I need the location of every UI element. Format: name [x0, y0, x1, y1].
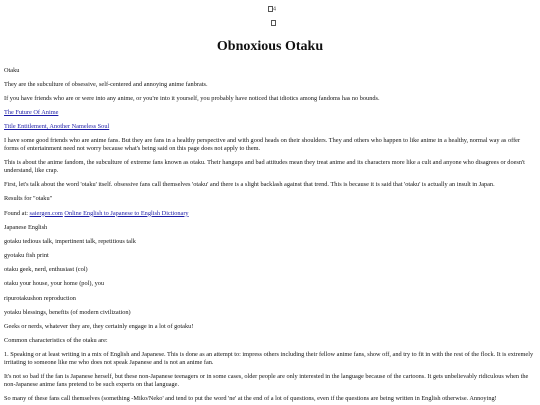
para-ripurotakushon: ripurotakushon reproduction	[4, 294, 76, 302]
para-fandom: This is about the anime fandom, the subculture of extreme fans known as otaku. Their hangups and bad attitudes mean they treat anime and its characters more like a cult and anyone who disagrees or doesn't understand, like crap.	[4, 159, 525, 175]
para-word-otaku: First, let's talk about the word 'otaku' itself. obsessive fans call themselves 'otaku' and there is a slight backlash against that trend. This is because it is said that 'otaku' is actually an insult in Japan.	[4, 181, 495, 189]
para-found-at	[4, 210, 536, 218]
para-geeks: Geeks or nerds, whatever they are, they certainly engage in a lot of gotaku!	[4, 322, 194, 330]
link-dictionary[interactable]: Online English to Japanese to English Dictionary	[64, 209, 189, 217]
link-future-of-anime[interactable]: The Future Of Anime	[4, 108, 59, 116]
para-otaku: Otaku	[4, 66, 20, 74]
link-source-site[interactable]: saiergen.com	[29, 209, 63, 217]
para-gyotaku: gyotaku fish print	[4, 252, 49, 260]
para-yotaku: yotaku blessings, benefits (of modern civilization)	[4, 308, 131, 316]
para-japanese-english: Japanese English	[4, 223, 48, 231]
broken-image-icon-2	[271, 20, 276, 27]
para-subculture: They are the subculture of obsessive, self-centered and annoying anime fanbrats.	[4, 80, 208, 88]
top-icons	[4, 4, 536, 30]
para-friends: If you have friends who are or were into any anime, or you're into it yourself, you probably have noticed that idiotics among fandoms has no bounds.	[4, 94, 380, 102]
para-otaku-house: otaku your house, your home (pol), you	[4, 280, 105, 288]
para-otaku-geek: otaku geek, nerd, enthusiast (col)	[4, 266, 88, 274]
para-so-many: So many of these fans call themselves (something -Miko/Neko' and tend to put the word 'ne' at the end of a lot of questions, even if the questions are being written in English otherwise. Annoying!	[4, 395, 497, 403]
found-prefix: Found at:	[4, 209, 28, 217]
para-gotaku: gotaku tedious talk, impertinent talk, repetitious talk	[4, 237, 136, 245]
para-results: Results for "otaku"	[4, 195, 53, 203]
para-characteristics: Common characteristics of the otaku are:	[4, 337, 108, 345]
para-not-so-bad: It's not so bad if the fan is Japanese herself, but these non-Japanese teenagers or in some cases, older people are only interested in the language because of the cartoons. It gets unbelievably ridiculous when the non-Japanese anime fans pretend to be such experts on that language.	[4, 373, 529, 389]
para-good-friends: I have some good friends who are anime fans. But they are fans in a healthy perspective and with good heads on their shoulders. They and others who happen to like anime in a healthy, normal way as offer forms of entertainment need not worry because what's being said on this page does not apply to them.	[4, 137, 521, 153]
para-point-1: 1. Speaking or at least writing in a mix of English and Japanese. This is done as an attempt to: impress others including their fellow anime fans, show off, and try to fit in with the rest of the flock. It is extremely irritating to someone like me who does not speak Japanese and is not an anime fan.	[4, 351, 534, 367]
link-title-entitlement[interactable]: Title Entitlement, Another Nameless Soul	[4, 123, 110, 131]
page-title: Obnoxious Otaku	[216, 39, 324, 54]
broken-image-icon: 4	[268, 6, 276, 13]
